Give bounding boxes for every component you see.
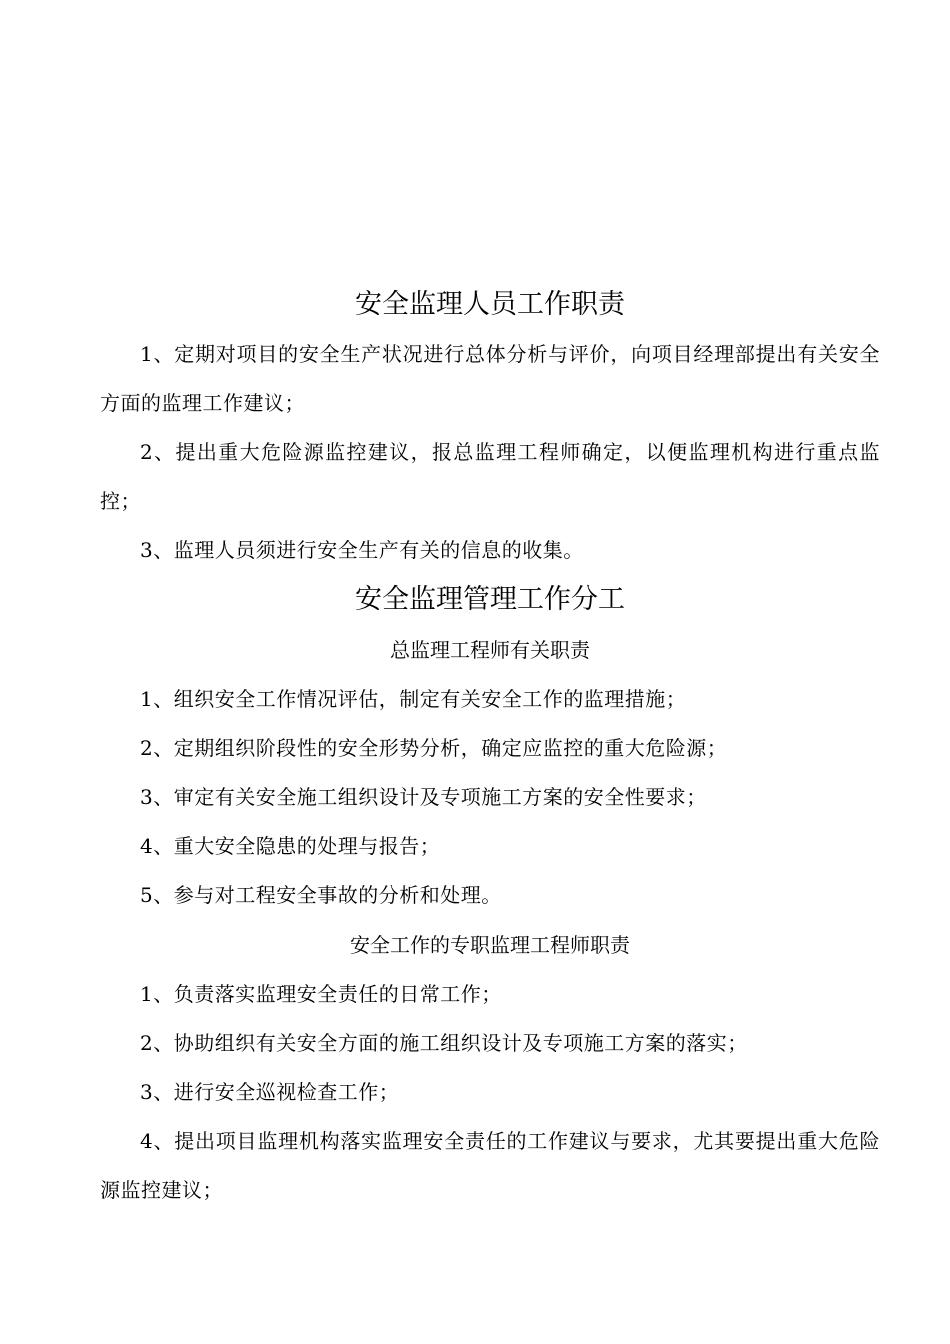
section1-item-1: 1、定期对项目的安全生产状况进行总体分析与评价，向项目经理部提出有关安全方面的监理工作建议； <box>100 342 880 415</box>
chief-item-4: 4、重大安全隐患的处理与报告； <box>140 834 441 858</box>
specialist-item-2: 2、协助组织有关安全方面的施工组织设计及专项施工方案的落实； <box>140 1031 748 1055</box>
specialist-item-1: 1、负责落实监理安全责任的日常工作； <box>140 982 502 1006</box>
chief-item-5: 5、参与对工程安全事故的分析和处理。 <box>140 883 502 907</box>
specialist-item-4: 4、提出项目监理机构落实监理安全责任的工作建议与要求，尤其要提出重大危险源监控建议； <box>100 1129 880 1202</box>
section2-title: 安全监理管理工作分工 <box>355 584 625 615</box>
section1-item-2: 2、提出重大危险源监控建议，报总监理工程师确定，以便监理机构进行重点监控； <box>100 440 880 513</box>
chief-item-3: 3、审定有关安全施工组织设计及专项施工方案的安全性要求； <box>140 785 707 809</box>
document-content <box>100 280 880 1215</box>
chief-engineer-heading: 总监理工程师有关职责 <box>390 638 590 662</box>
chief-item-1: 1、组织安全工作情况评估，制定有关安全工作的监理措施； <box>140 687 687 711</box>
section1-title: 安全监理人员工作职责 <box>355 289 625 320</box>
chief-item-2: 2、定期组织阶段性的安全形势分析，确定应监控的重大危险源； <box>140 736 728 760</box>
specialist-engineer-heading: 安全工作的专职监理工程师职责 <box>350 933 630 957</box>
section1-item-3: 3、监理人员须进行安全生产有关的信息的收集。 <box>140 538 584 562</box>
specialist-item-3: 3、进行安全巡视检查工作； <box>140 1080 400 1104</box>
